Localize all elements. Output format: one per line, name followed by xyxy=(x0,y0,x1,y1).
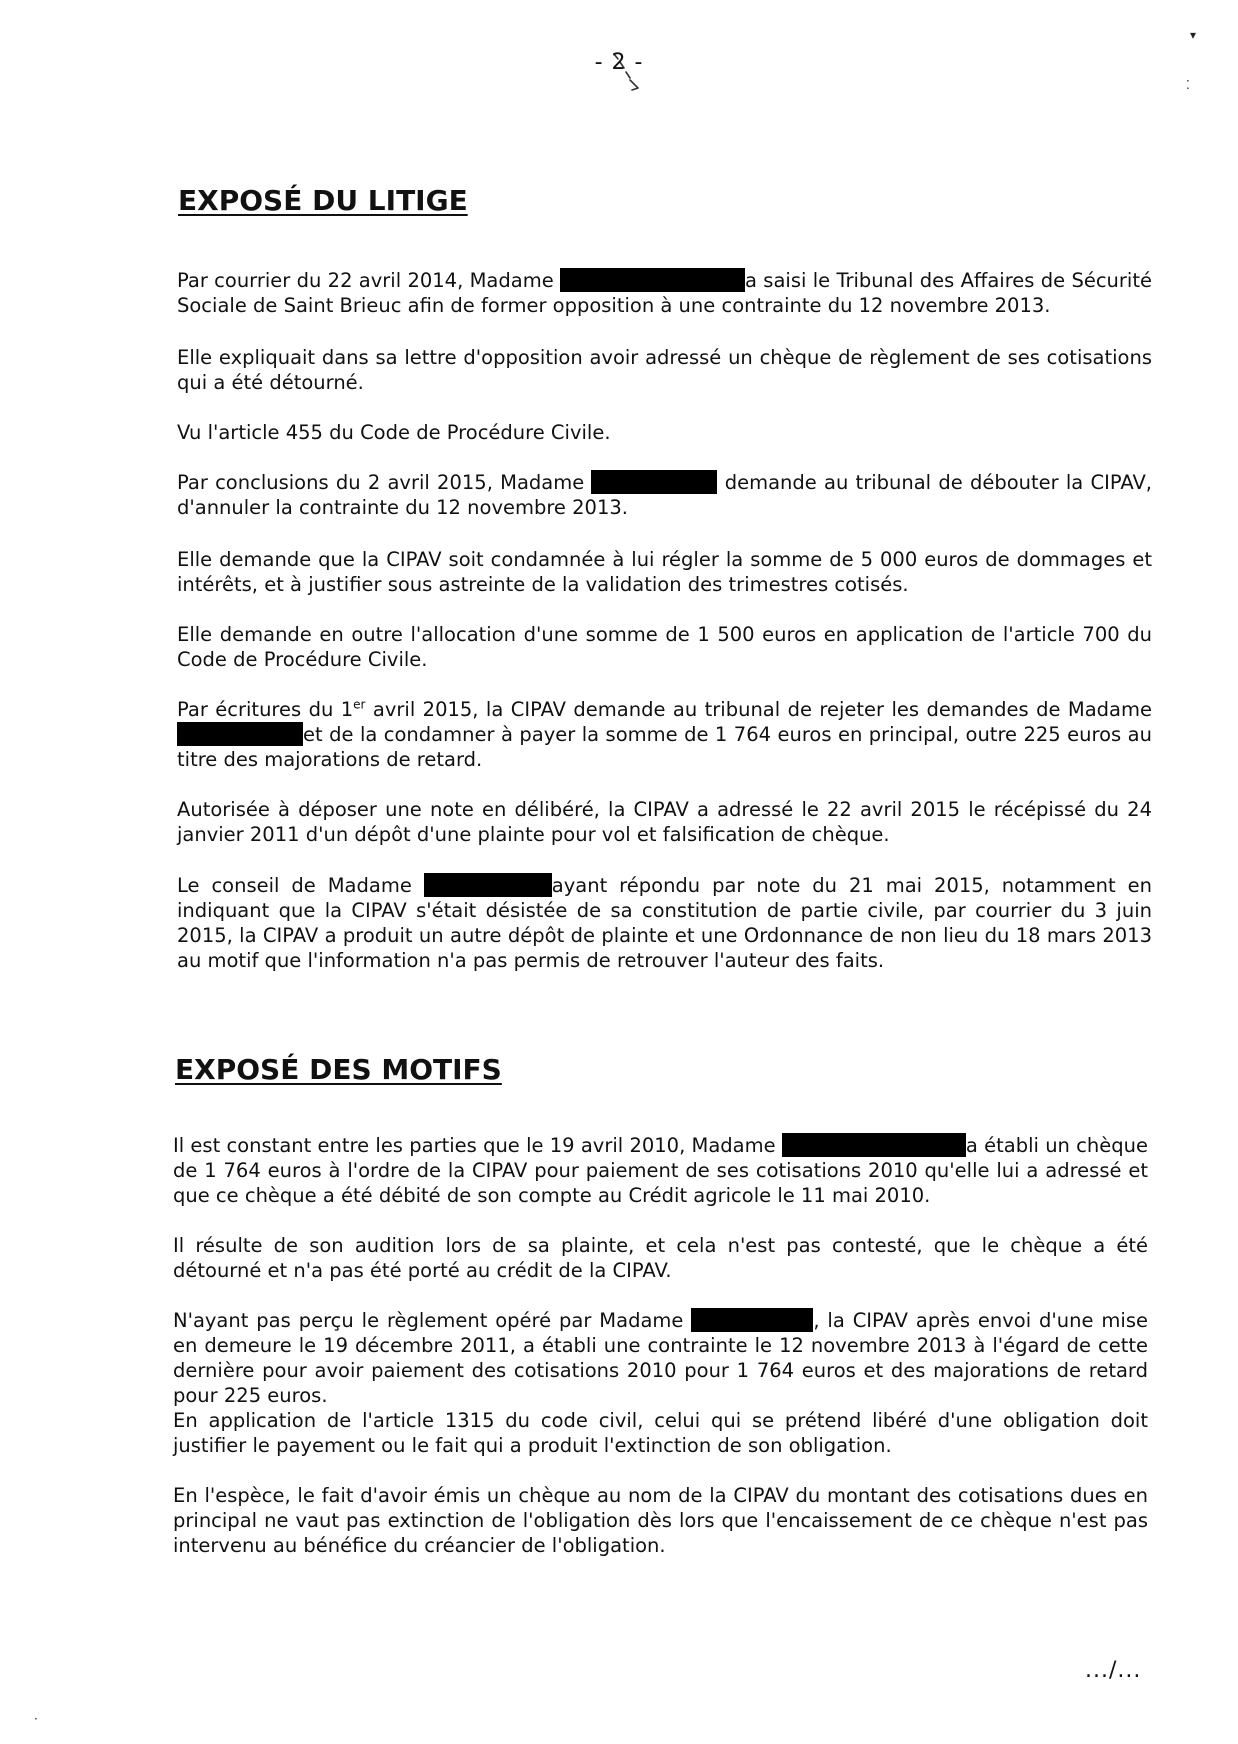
page-number: - 2 - xyxy=(594,50,644,75)
paragraph: En application de l'article 1315 du code civil, celui qui se prétend libéré d'une obligation doit justifier le payement ou le fait qui a produit l'extinction de son obligation. xyxy=(173,1409,1148,1457)
paragraph: Elle demande que la CIPAV soit condamnée à lui régler la somme de 5 000 euros de dommages et intérêts, et à justifier sous astreinte de la validation des trimestres cotisés. xyxy=(177,548,1152,596)
redaction-box xyxy=(782,1133,966,1157)
paragraph: Vu l'article 455 du Code de Procédure Civile. xyxy=(177,421,611,444)
paragraph: Il est constant entre les parties que le 19 avril 2010, Madame a établi un chèque de 1 764 euros à l'ordre de la CIPAV pour paiement de ses cotisations 2010 qu'elle lui a adressé et que ce chèque a été débité de son compte au Crédit agricole le 11 mai 2010. xyxy=(173,1134,1148,1207)
paragraph: Elle demande en outre l'allocation d'une somme de 1 500 euros en application de l'article 700 du Code de Procédure Civile. xyxy=(177,623,1152,671)
paragraph: Par conclusions du 2 avril 2015, Madame demande au tribunal de débouter la CIPAV, d'annuler la contrainte du 12 novembre 2013. xyxy=(177,471,1152,519)
section-heading-litige: EXPOSÉ DU LITIGE xyxy=(178,184,468,217)
margin-mark: · xyxy=(34,1712,38,1726)
margin-mark: ▾ xyxy=(1190,28,1197,42)
redaction-box xyxy=(591,470,717,494)
paragraph: Le conseil de Madame ayant répondu par note du 21 mai 2015, notamment en indiquant que la CIPAV s'était désistée de sa constitution de partie civile, par courrier du 3 juin 2015, la CIPAV a produit un autre dépôt de plainte et une Ordonnance de non lieu du 18 mars 2013 au motif que l'information n'a pas permis de retrouver l'auteur des faits. xyxy=(177,874,1152,972)
paragraph: En l'espèce, le fait d'avoir émis un chèque au nom de la CIPAV du montant des cotisations dues en principal ne vaut pas extinction de l'obligation dès lors que l'encaissement de ce chèque n'est pas intervenu au bénéfice du créancier de l'obligation. xyxy=(173,1484,1148,1557)
redaction-box xyxy=(424,873,552,897)
redaction-box xyxy=(177,722,303,746)
redaction-box xyxy=(691,1308,813,1332)
section-heading-motifs: EXPOSÉ DES MOTIFS xyxy=(175,1053,502,1086)
paragraph: Il résulte de son audition lors de sa plainte, et cela n'est pas contesté, que le chèque a été détourné et n'a pas été porté au crédit de la CIPAV. xyxy=(173,1234,1148,1282)
paragraph: Autorisée à déposer une note en délibéré, la CIPAV a adressé le 22 avril 2015 le récépissé du 24 janvier 2011 d'un dépôt d'une plainte pour vol et falsification de chèque. xyxy=(177,798,1152,846)
paragraph: N'ayant pas perçu le règlement opéré par Madame , la CIPAV après envoi d'une mise en demeure le 19 décembre 2011, a établi une contrainte le 12 novembre 2013 à l'égard de cette dernière pour avoir paiement des cotisations 2010 pour 1 764 euros et des majorations de retard pour 225 euros. xyxy=(173,1309,1148,1407)
paragraph: Elle expliquait dans sa lettre d'opposition avoir adressé un chèque de règlement de ses cotisations qui a été détourné. xyxy=(177,346,1152,394)
margin-mark: ⁚ xyxy=(1186,78,1190,92)
continuation-mark: .../... xyxy=(1085,1658,1142,1683)
paragraph: Par courrier du 22 avril 2014, Madame a saisi le Tribunal des Affaires de Sécurité Sociale de Saint Brieuc afin de former opposition à une contrainte du 12 novembre 2013. xyxy=(177,269,1152,317)
redaction-box xyxy=(560,268,745,292)
paragraph: Par écritures du 1er avril 2015, la CIPAV demande au tribunal de rejeter les demandes de Madame et de la condamner à payer la somme de 1 764 euros en principal, outre 225 euros au titre des majorations de retard. xyxy=(177,697,1152,771)
